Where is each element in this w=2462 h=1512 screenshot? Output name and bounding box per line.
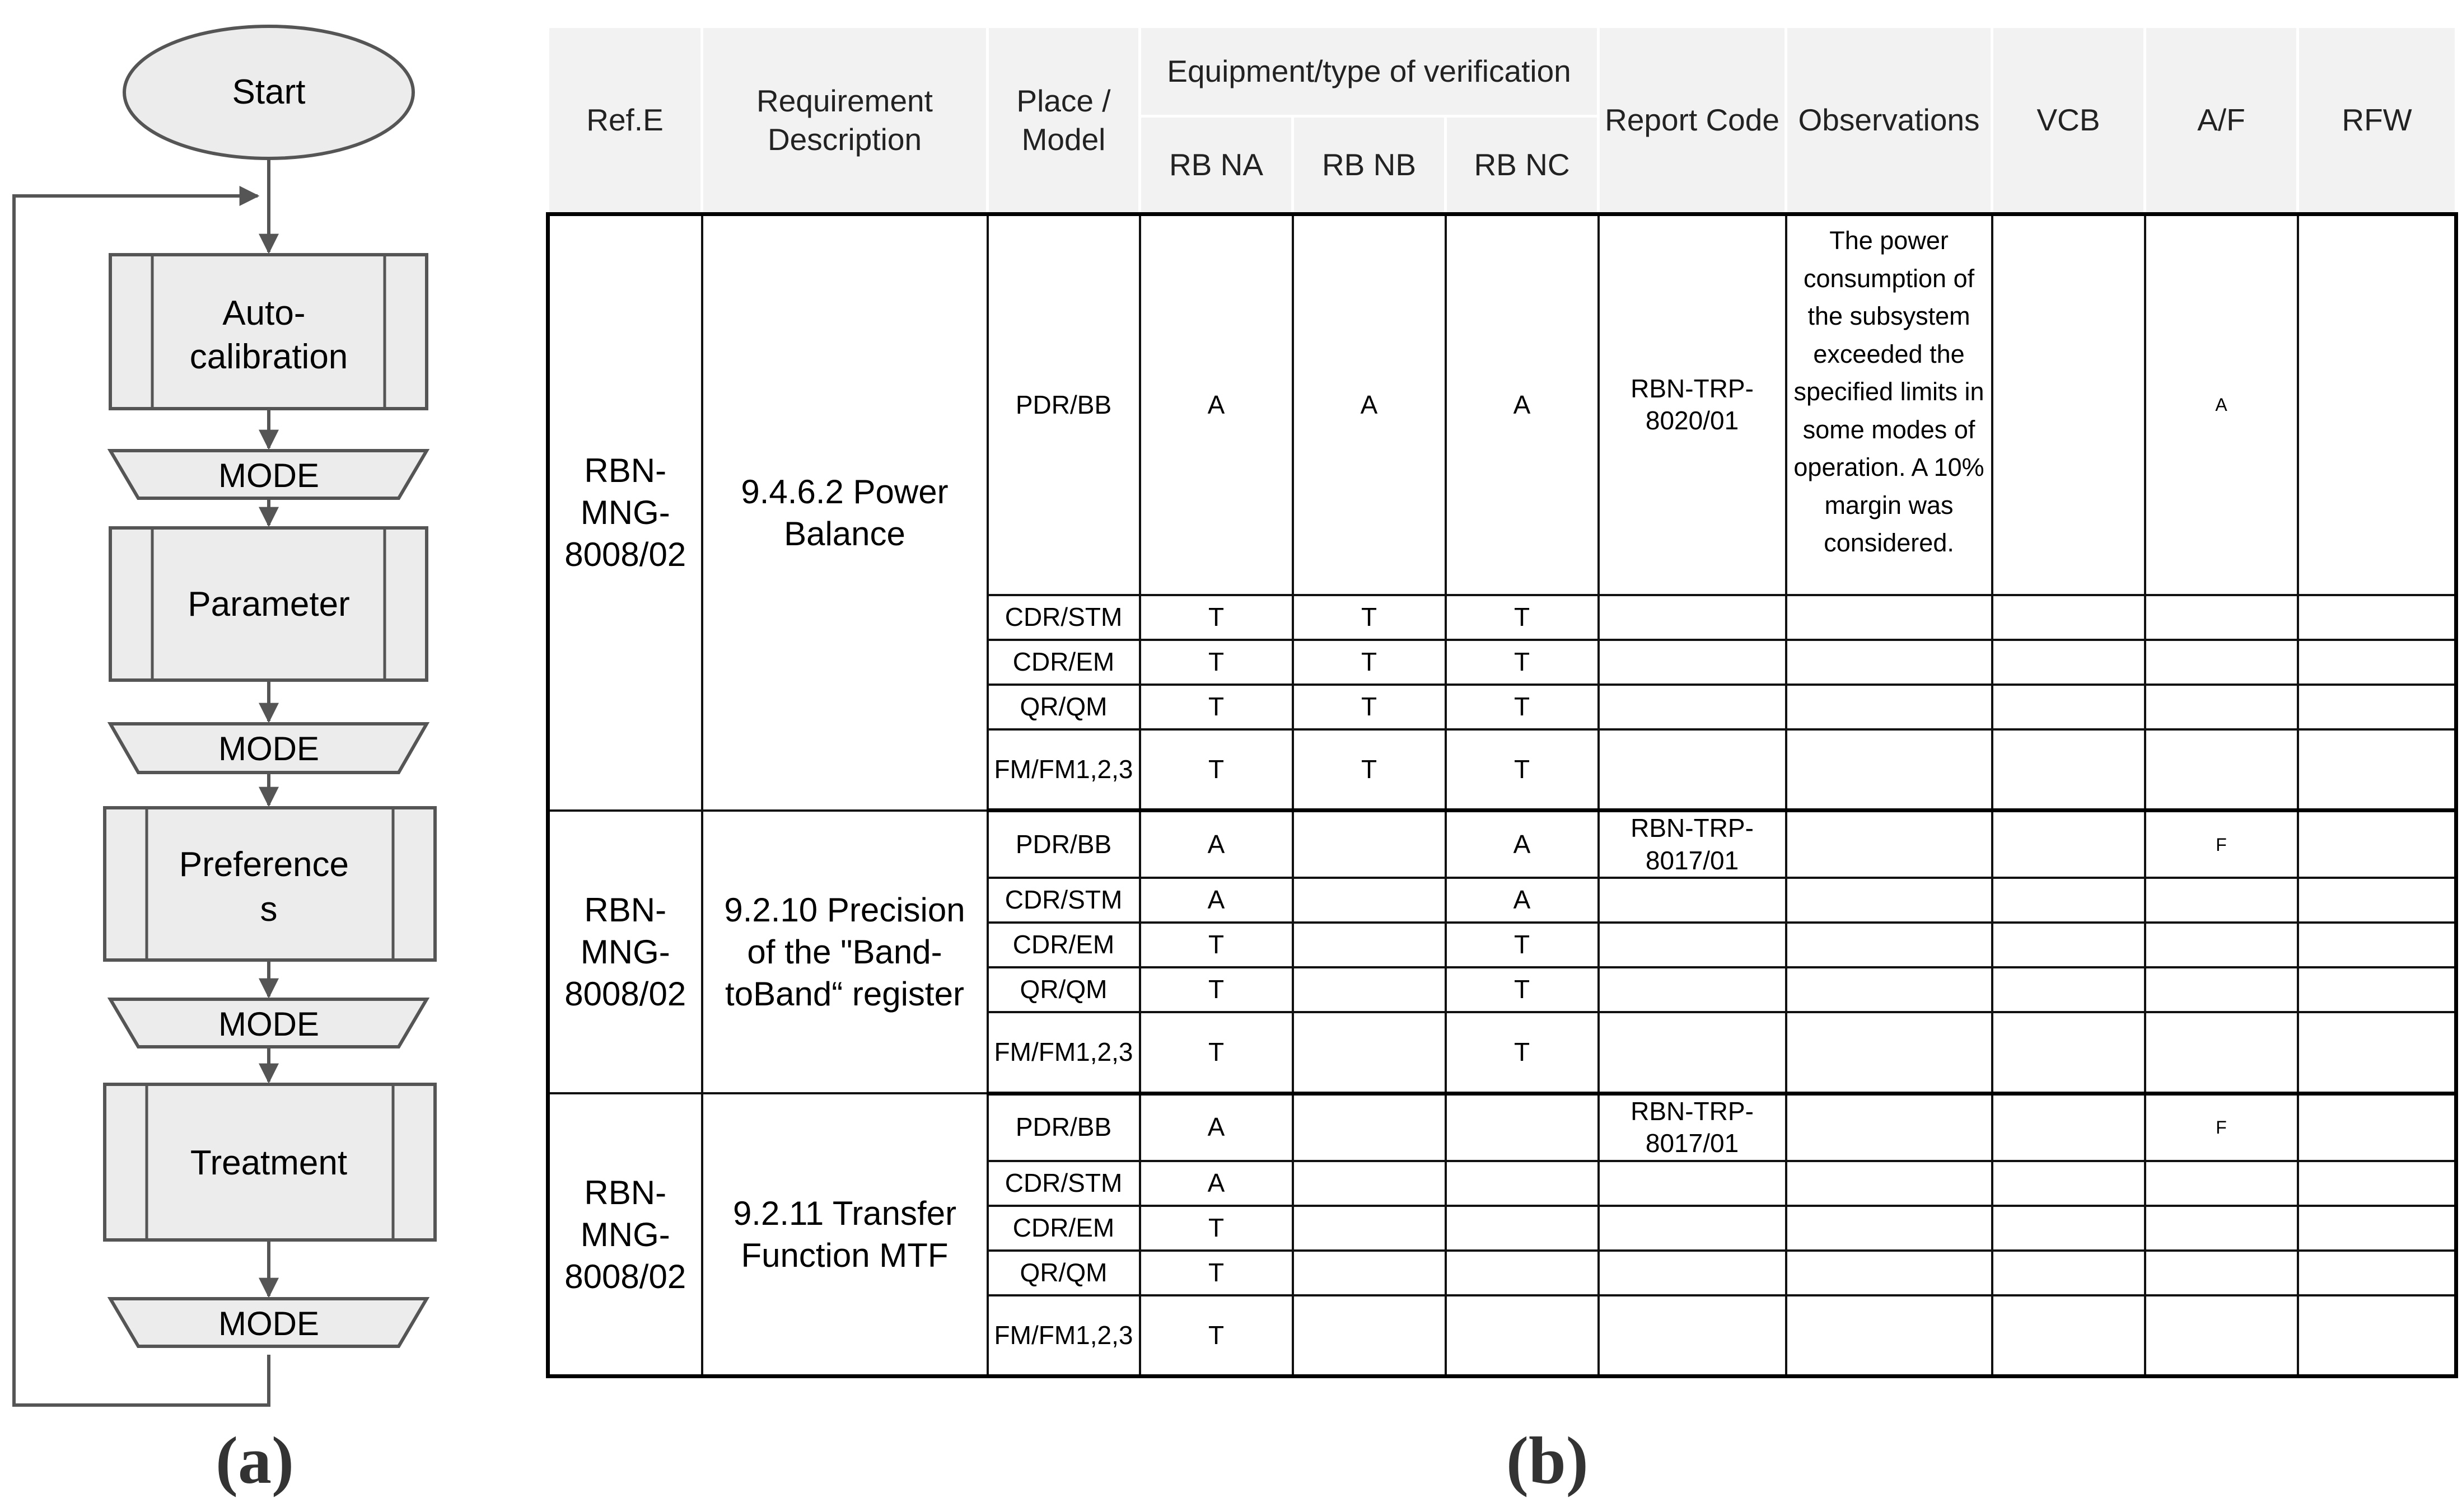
header-report: Report Code	[1599, 27, 1786, 214]
cell-rb-nb: A	[1293, 214, 1446, 595]
cell-rfw	[2298, 214, 2456, 595]
cell-ref: RBN-MNG-8008/02	[548, 214, 702, 811]
cell-rb-nc	[1446, 1251, 1599, 1295]
cell-report	[1599, 729, 1786, 811]
cell-rfw	[2298, 878, 2456, 923]
cell-rb-nb	[1293, 1251, 1446, 1295]
cell-report	[1599, 1251, 1786, 1295]
cell-requirement: 9.2.11 Transfer Function MTF	[702, 1093, 988, 1377]
step-label-line1: Preference	[179, 845, 349, 884]
cell-place: FM/FM1,2,3	[988, 1295, 1140, 1377]
cell-rb-nc	[1446, 1093, 1599, 1161]
mode-input-4	[110, 1299, 427, 1346]
cell-report: RBN-TRP-8017/01	[1599, 811, 1786, 878]
cell-observations	[1786, 1251, 1992, 1295]
cell-vcb	[1992, 1295, 2145, 1377]
mode-input-3	[110, 999, 427, 1047]
cell-rb-nc: T	[1446, 1012, 1599, 1093]
cell-af	[2145, 1206, 2298, 1251]
cell-rfw	[2298, 811, 2456, 878]
cell-place: PDR/BB	[988, 811, 1140, 878]
cell-rb-nb	[1293, 923, 1446, 967]
header-rb-nc: RB NC	[1446, 116, 1599, 214]
cell-rb-na: T	[1140, 1206, 1293, 1251]
start-label: Start	[232, 73, 306, 111]
cell-vcb	[1992, 214, 2145, 595]
cell-vcb	[1992, 1012, 2145, 1093]
cell-af	[2145, 729, 2298, 811]
process-preferences	[105, 808, 435, 960]
cell-af	[2145, 1295, 2298, 1377]
cell-rb-nb	[1293, 811, 1446, 878]
cell-report	[1599, 1161, 1786, 1206]
flowchart	[0, 0, 538, 1512]
cell-rfw	[2298, 595, 2456, 640]
cell-rb-nc: T	[1446, 640, 1599, 685]
header-equipment: Equipment/type of verification	[1140, 27, 1599, 116]
header-observations: Observations	[1786, 27, 1992, 214]
mode-label: MODE	[218, 730, 319, 767]
cell-place: FM/FM1,2,3	[988, 729, 1140, 811]
cell-rfw	[2298, 1012, 2456, 1093]
cell-ref: RBN-MNG-8008/02	[548, 1093, 702, 1377]
cell-rb-nc: T	[1446, 967, 1599, 1012]
cell-rb-na: T	[1140, 1012, 1293, 1093]
cell-rb-nb	[1293, 1295, 1446, 1377]
cell-rb-nb	[1293, 1161, 1446, 1206]
cell-rb-na: T	[1140, 685, 1293, 729]
cell-rfw	[2298, 685, 2456, 729]
cell-observations	[1786, 595, 1992, 640]
cell-rb-nc: A	[1446, 878, 1599, 923]
process-parameter	[110, 528, 427, 680]
cell-report: RBN-TRP-8020/01	[1599, 214, 1786, 595]
cell-af	[2145, 685, 2298, 729]
cell-report	[1599, 1012, 1786, 1093]
mode-input-2	[110, 724, 427, 773]
header-af: A/F	[2145, 27, 2298, 214]
cell-observations	[1786, 811, 1992, 878]
cell-place: FM/FM1,2,3	[988, 1012, 1140, 1093]
cell-place: CDR/EM	[988, 640, 1140, 685]
cell-af	[2145, 1161, 2298, 1206]
cell-observations	[1786, 729, 1992, 811]
header-rb-na: RB NA	[1140, 116, 1293, 214]
step-label-line2: s	[260, 890, 278, 929]
cell-observations	[1786, 923, 1992, 967]
cell-rfw	[2298, 1206, 2456, 1251]
cell-report	[1599, 923, 1786, 967]
cell-rb-na: A	[1140, 1093, 1293, 1161]
cell-vcb	[1992, 1093, 2145, 1161]
header-vcb: VCB	[1992, 27, 2145, 214]
cell-af	[2145, 1251, 2298, 1295]
cell-rb-nc: T	[1446, 595, 1599, 640]
cell-observations	[1786, 1161, 1992, 1206]
cell-rb-na: T	[1140, 595, 1293, 640]
cell-place: QR/QM	[988, 685, 1140, 729]
header-place: Place / Model	[988, 27, 1140, 214]
cell-report	[1599, 1206, 1786, 1251]
caption-a: (a)	[216, 1423, 294, 1497]
cell-report: RBN-TRP-8017/01	[1599, 1093, 1786, 1161]
cell-vcb	[1992, 967, 2145, 1012]
cell-rb-nb: T	[1293, 640, 1446, 685]
cell-vcb	[1992, 729, 2145, 811]
cell-place: CDR/STM	[988, 1161, 1140, 1206]
header-rb-nb: RB NB	[1293, 116, 1446, 214]
cell-rb-nb	[1293, 1012, 1446, 1093]
cell-vcb	[1992, 1251, 2145, 1295]
step-label-treatment: Treatment	[190, 1144, 348, 1182]
cell-place: CDR/STM	[988, 595, 1140, 640]
cell-report	[1599, 878, 1786, 923]
table-body	[548, 214, 2456, 1377]
cell-rb-nb: T	[1293, 685, 1446, 729]
cell-af	[2145, 595, 2298, 640]
table-row	[548, 214, 2456, 595]
cell-rfw	[2298, 1295, 2456, 1377]
cell-vcb	[1992, 1161, 2145, 1206]
cell-rb-na: A	[1140, 1161, 1293, 1206]
cell-observations	[1786, 878, 1992, 923]
cell-vcb	[1992, 685, 2145, 729]
cell-rb-na: T	[1140, 640, 1293, 685]
cell-rb-nc	[1446, 1161, 1599, 1206]
cell-rfw	[2298, 640, 2456, 685]
cell-observations	[1786, 1012, 1992, 1093]
cell-report	[1599, 1295, 1786, 1377]
cell-rb-na: T	[1140, 729, 1293, 811]
cell-place: PDR/BB	[988, 214, 1140, 595]
cell-af: F	[2145, 1093, 2298, 1161]
cell-af	[2145, 1012, 2298, 1093]
cell-requirement: 9.4.6.2 Power Balance	[702, 214, 988, 811]
header-ref: Ref.E	[548, 27, 702, 214]
cell-af: F	[2145, 811, 2298, 878]
mode-label: MODE	[218, 1305, 319, 1342]
cell-vcb	[1992, 640, 2145, 685]
step-label-line2: calibration	[189, 338, 348, 376]
cell-report	[1599, 967, 1786, 1012]
cell-rb-na: A	[1140, 878, 1293, 923]
cell-rb-na: T	[1140, 1295, 1293, 1377]
cell-report	[1599, 685, 1786, 729]
cell-rfw	[2298, 1161, 2456, 1206]
cell-report	[1599, 595, 1786, 640]
verification-matrix	[546, 25, 2454, 1425]
cell-rfw	[2298, 729, 2456, 811]
mode-label: MODE	[218, 457, 319, 494]
cell-rb-nc	[1446, 1206, 1599, 1251]
cell-rfw	[2298, 923, 2456, 967]
cell-af: A	[2145, 214, 2298, 595]
cell-rb-na: A	[1140, 214, 1293, 595]
cell-place: QR/QM	[988, 1251, 1140, 1295]
cell-rb-nb	[1293, 878, 1446, 923]
cell-vcb	[1992, 595, 2145, 640]
cell-place: CDR/STM	[988, 878, 1140, 923]
cell-vcb	[1992, 811, 2145, 878]
cell-rb-nb	[1293, 1093, 1446, 1161]
cell-rb-nb	[1293, 967, 1446, 1012]
cell-observations	[1786, 685, 1992, 729]
cell-vcb	[1992, 1206, 2145, 1251]
cell-observations	[1786, 640, 1992, 685]
cell-rb-nc: A	[1446, 811, 1599, 878]
cell-rb-na: T	[1140, 923, 1293, 967]
cell-requirement: 9.2.10 Precision of the "Band-toBand“ register	[702, 811, 988, 1094]
cell-rfw	[2298, 967, 2456, 1012]
mode-input-1	[110, 451, 427, 498]
cell-rb-nb: T	[1293, 595, 1446, 640]
header-rfw: RFW	[2298, 27, 2456, 214]
cell-rb-nc	[1446, 1295, 1599, 1377]
cell-place: QR/QM	[988, 967, 1140, 1012]
cell-observations	[1786, 1295, 1992, 1377]
mode-label: MODE	[218, 1005, 319, 1043]
cell-rb-nc: T	[1446, 729, 1599, 811]
caption-b: (b)	[1506, 1423, 1589, 1497]
cell-af	[2145, 878, 2298, 923]
table-header	[548, 27, 2456, 214]
cell-observations	[1786, 967, 1992, 1012]
cell-rb-nc: T	[1446, 685, 1599, 729]
cell-observations	[1786, 1093, 1992, 1161]
cell-vcb	[1992, 878, 2145, 923]
cell-rb-na: A	[1140, 811, 1293, 878]
cell-rb-na: T	[1140, 1251, 1293, 1295]
cell-place: PDR/BB	[988, 1093, 1140, 1161]
cell-place: CDR/EM	[988, 923, 1140, 967]
step-label-parameter: Parameter	[188, 585, 350, 624]
cell-place: CDR/EM	[988, 1206, 1140, 1251]
cell-rfw	[2298, 1093, 2456, 1161]
cell-observations: The power consumption of the subsystem exceeded the specified limits in some modes of operation. A 10% margin was considered.	[1786, 214, 1992, 595]
header-requirement: Requirement Description	[702, 27, 988, 214]
cell-observations	[1786, 1206, 1992, 1251]
cell-rfw	[2298, 1251, 2456, 1295]
cell-report	[1599, 640, 1786, 685]
cell-af	[2145, 967, 2298, 1012]
table-row	[548, 1093, 2456, 1161]
process-auto-calibration	[110, 255, 427, 409]
cell-vcb	[1992, 923, 2145, 967]
cell-ref: RBN-MNG-8008/02	[548, 811, 702, 1094]
step-label-line1: Auto-	[222, 294, 306, 333]
cell-rb-nb	[1293, 1206, 1446, 1251]
cell-af	[2145, 640, 2298, 685]
cell-rb-nb: T	[1293, 729, 1446, 811]
cell-rb-nc: T	[1446, 923, 1599, 967]
cell-rb-na: T	[1140, 967, 1293, 1012]
cell-rb-nc: A	[1446, 214, 1599, 595]
cell-af	[2145, 923, 2298, 967]
process-treatment	[105, 1084, 435, 1240]
table-row	[548, 811, 2456, 878]
